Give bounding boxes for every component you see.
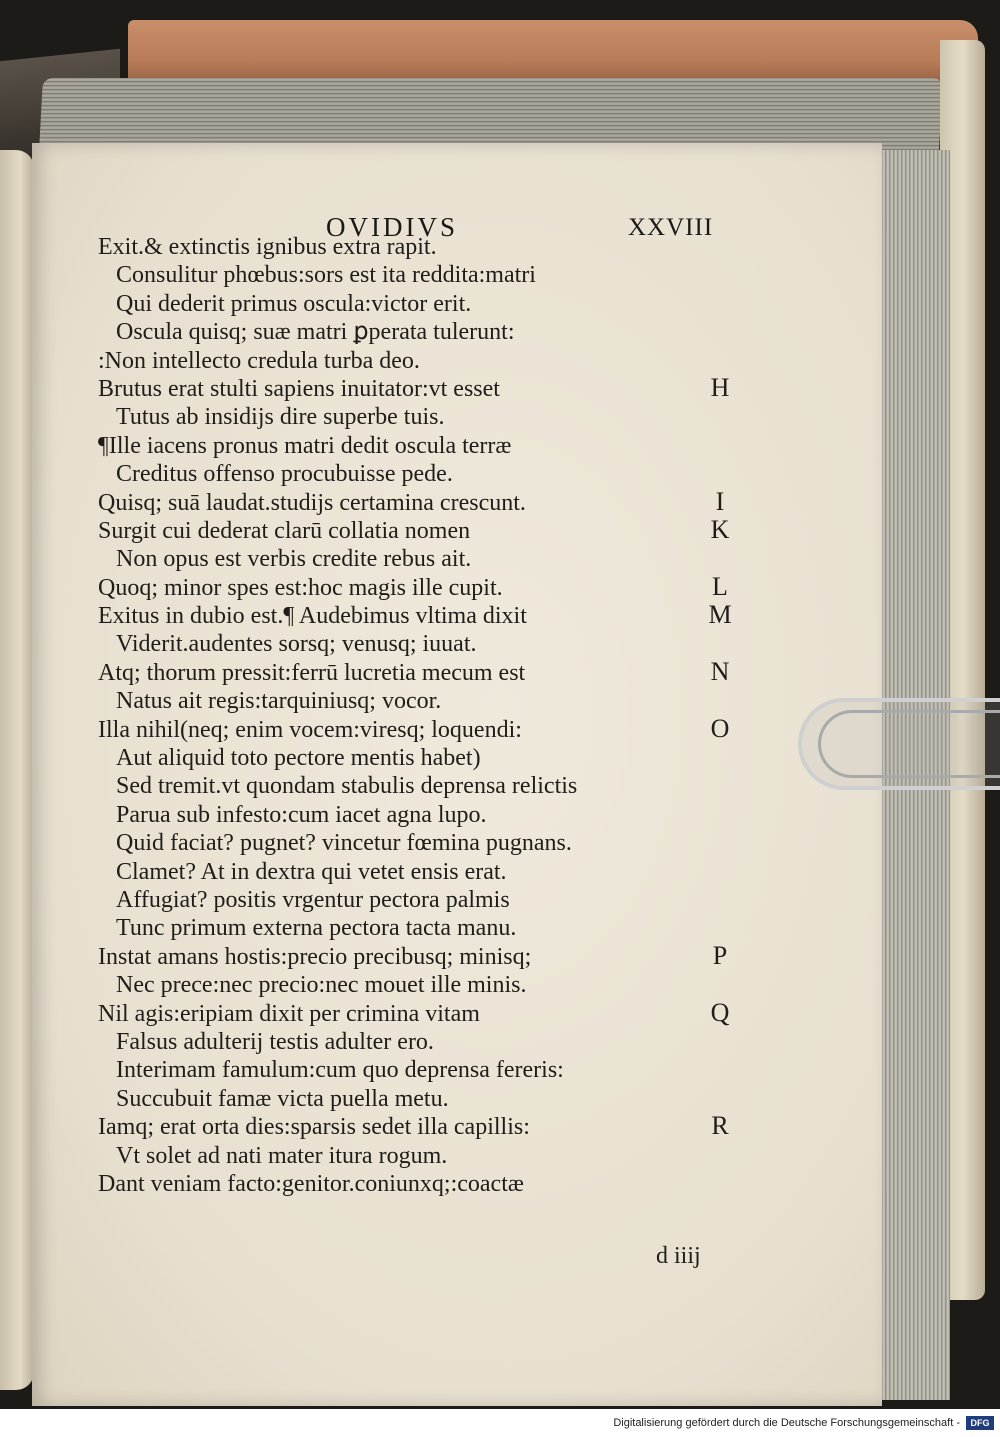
text-line: ¶Ille iacens pronus matri dedit oscula terræ [98, 432, 512, 459]
text-line: Creditus offenso procubuisse pede. [116, 461, 453, 488]
marginal-letter: I [715, 486, 725, 516]
text-line: Succubuit famæ victa puella metu. [116, 1085, 449, 1112]
text-line: Dant veniam facto:genitor.coniunxq;:coactæ [98, 1170, 524, 1197]
text-line: Natus ait regis:tarquiniusq; vocor. [116, 688, 442, 715]
text-line: Quid faciat? pugnet? vincetur fœmina pugnans. [116, 830, 572, 857]
dfg-logo: DFG [966, 1416, 994, 1430]
running-title: OVIDIVS [326, 212, 458, 242]
text-line: Exitus in dubio est.¶ Audebimus vltima dixit [98, 603, 527, 630]
text-line: Exit.& extinctis ignibus extra rapit. [98, 234, 437, 260]
text-line: Sed tremit.vt quondam stabulis deprensa relictis [116, 773, 578, 800]
text-line: Falsus adulterij testis adulter ero. [116, 1028, 434, 1055]
footer-credit: Digitalisierung gefördert durch die Deutsche Forschungsgemeinschaft - [613, 1417, 960, 1429]
text-line: Surgit cui dederat clarū collatia nomen [98, 517, 471, 544]
marginal-letter: Q [710, 997, 730, 1027]
text-line: Viderit.audentes sorsq; venusq; iuuat. [116, 631, 477, 658]
text-line: Brutus erat stulti sapiens inuitator:vt esset [98, 375, 500, 402]
text-line: :Non intellecto credula turba deo. [98, 347, 420, 374]
marginal-letter: H [710, 373, 730, 402]
text-line: Non opus est verbis credite rebus ait. [116, 546, 472, 573]
text-line: Illa nihil(neq; enim vocem:viresq; loquendi: [98, 716, 522, 743]
marginal-letter: R [711, 1111, 729, 1141]
footer-bar [0, 1409, 1000, 1437]
page-holder-clip-inner [818, 710, 1000, 778]
marginal-letter: N [710, 657, 730, 686]
text-line: Consulitur phœbus:sors est ita reddita:matri [116, 262, 536, 289]
text-line: Parua sub infesto:cum iacet agna lupo. [116, 801, 487, 828]
text-line: Nil agis:eripiam dixit per crimina vitam [98, 1000, 480, 1027]
text-line: Affugiat? positis vrgentur pectora palmis [116, 886, 510, 913]
text-line: Tutus ab insidijs dire superbe tuis. [116, 404, 445, 431]
marginal-letter: O [710, 713, 730, 743]
text-line: Aut aliquid toto pectore mentis habet) [116, 745, 481, 772]
text-line: Quisq; suā laudat.studijs certamina crescunt. [98, 489, 526, 516]
marginal-letter: M [708, 600, 732, 630]
text-line: Oscula quisq; suæ matri ꝑperata tulerunt: [116, 319, 515, 346]
marginal-letter: P [712, 941, 728, 970]
left-page-edge [0, 150, 34, 1390]
text-line: Tunc primum externa pectora tacta manu. [116, 915, 517, 942]
marginal-letter: K [710, 515, 730, 544]
text-line: Quoq; minor spes est:hoc magis ille cupit. [98, 574, 503, 601]
text-line: Iamq; erat orta dies:sparsis sedet illa capillis: [98, 1114, 530, 1141]
text-line: Instat amans hostis:precio precibusq; minisq; [98, 943, 532, 970]
text-line: Nec prece:nec precio:nec mouet ille minis. [116, 972, 527, 999]
text-block [98, 233, 678, 1198]
folio-number: XXVIII [628, 214, 714, 241]
text-line: Interimam famulum:cum quo deprensa fereris: [116, 1057, 564, 1084]
signature-mark: d iiij [656, 1243, 701, 1269]
text-line: Atq; thorum pressit:ferrū lucretia mecum est [98, 659, 526, 686]
text-line: Qui dederit primus oscula:victor erit. [116, 290, 472, 317]
text-line: Clamet? At in dextra qui vetet ensis erat. [116, 858, 507, 885]
text-line: Vt solet ad nati mater itura rogum. [116, 1142, 448, 1169]
marginal-letter: L [712, 571, 728, 601]
